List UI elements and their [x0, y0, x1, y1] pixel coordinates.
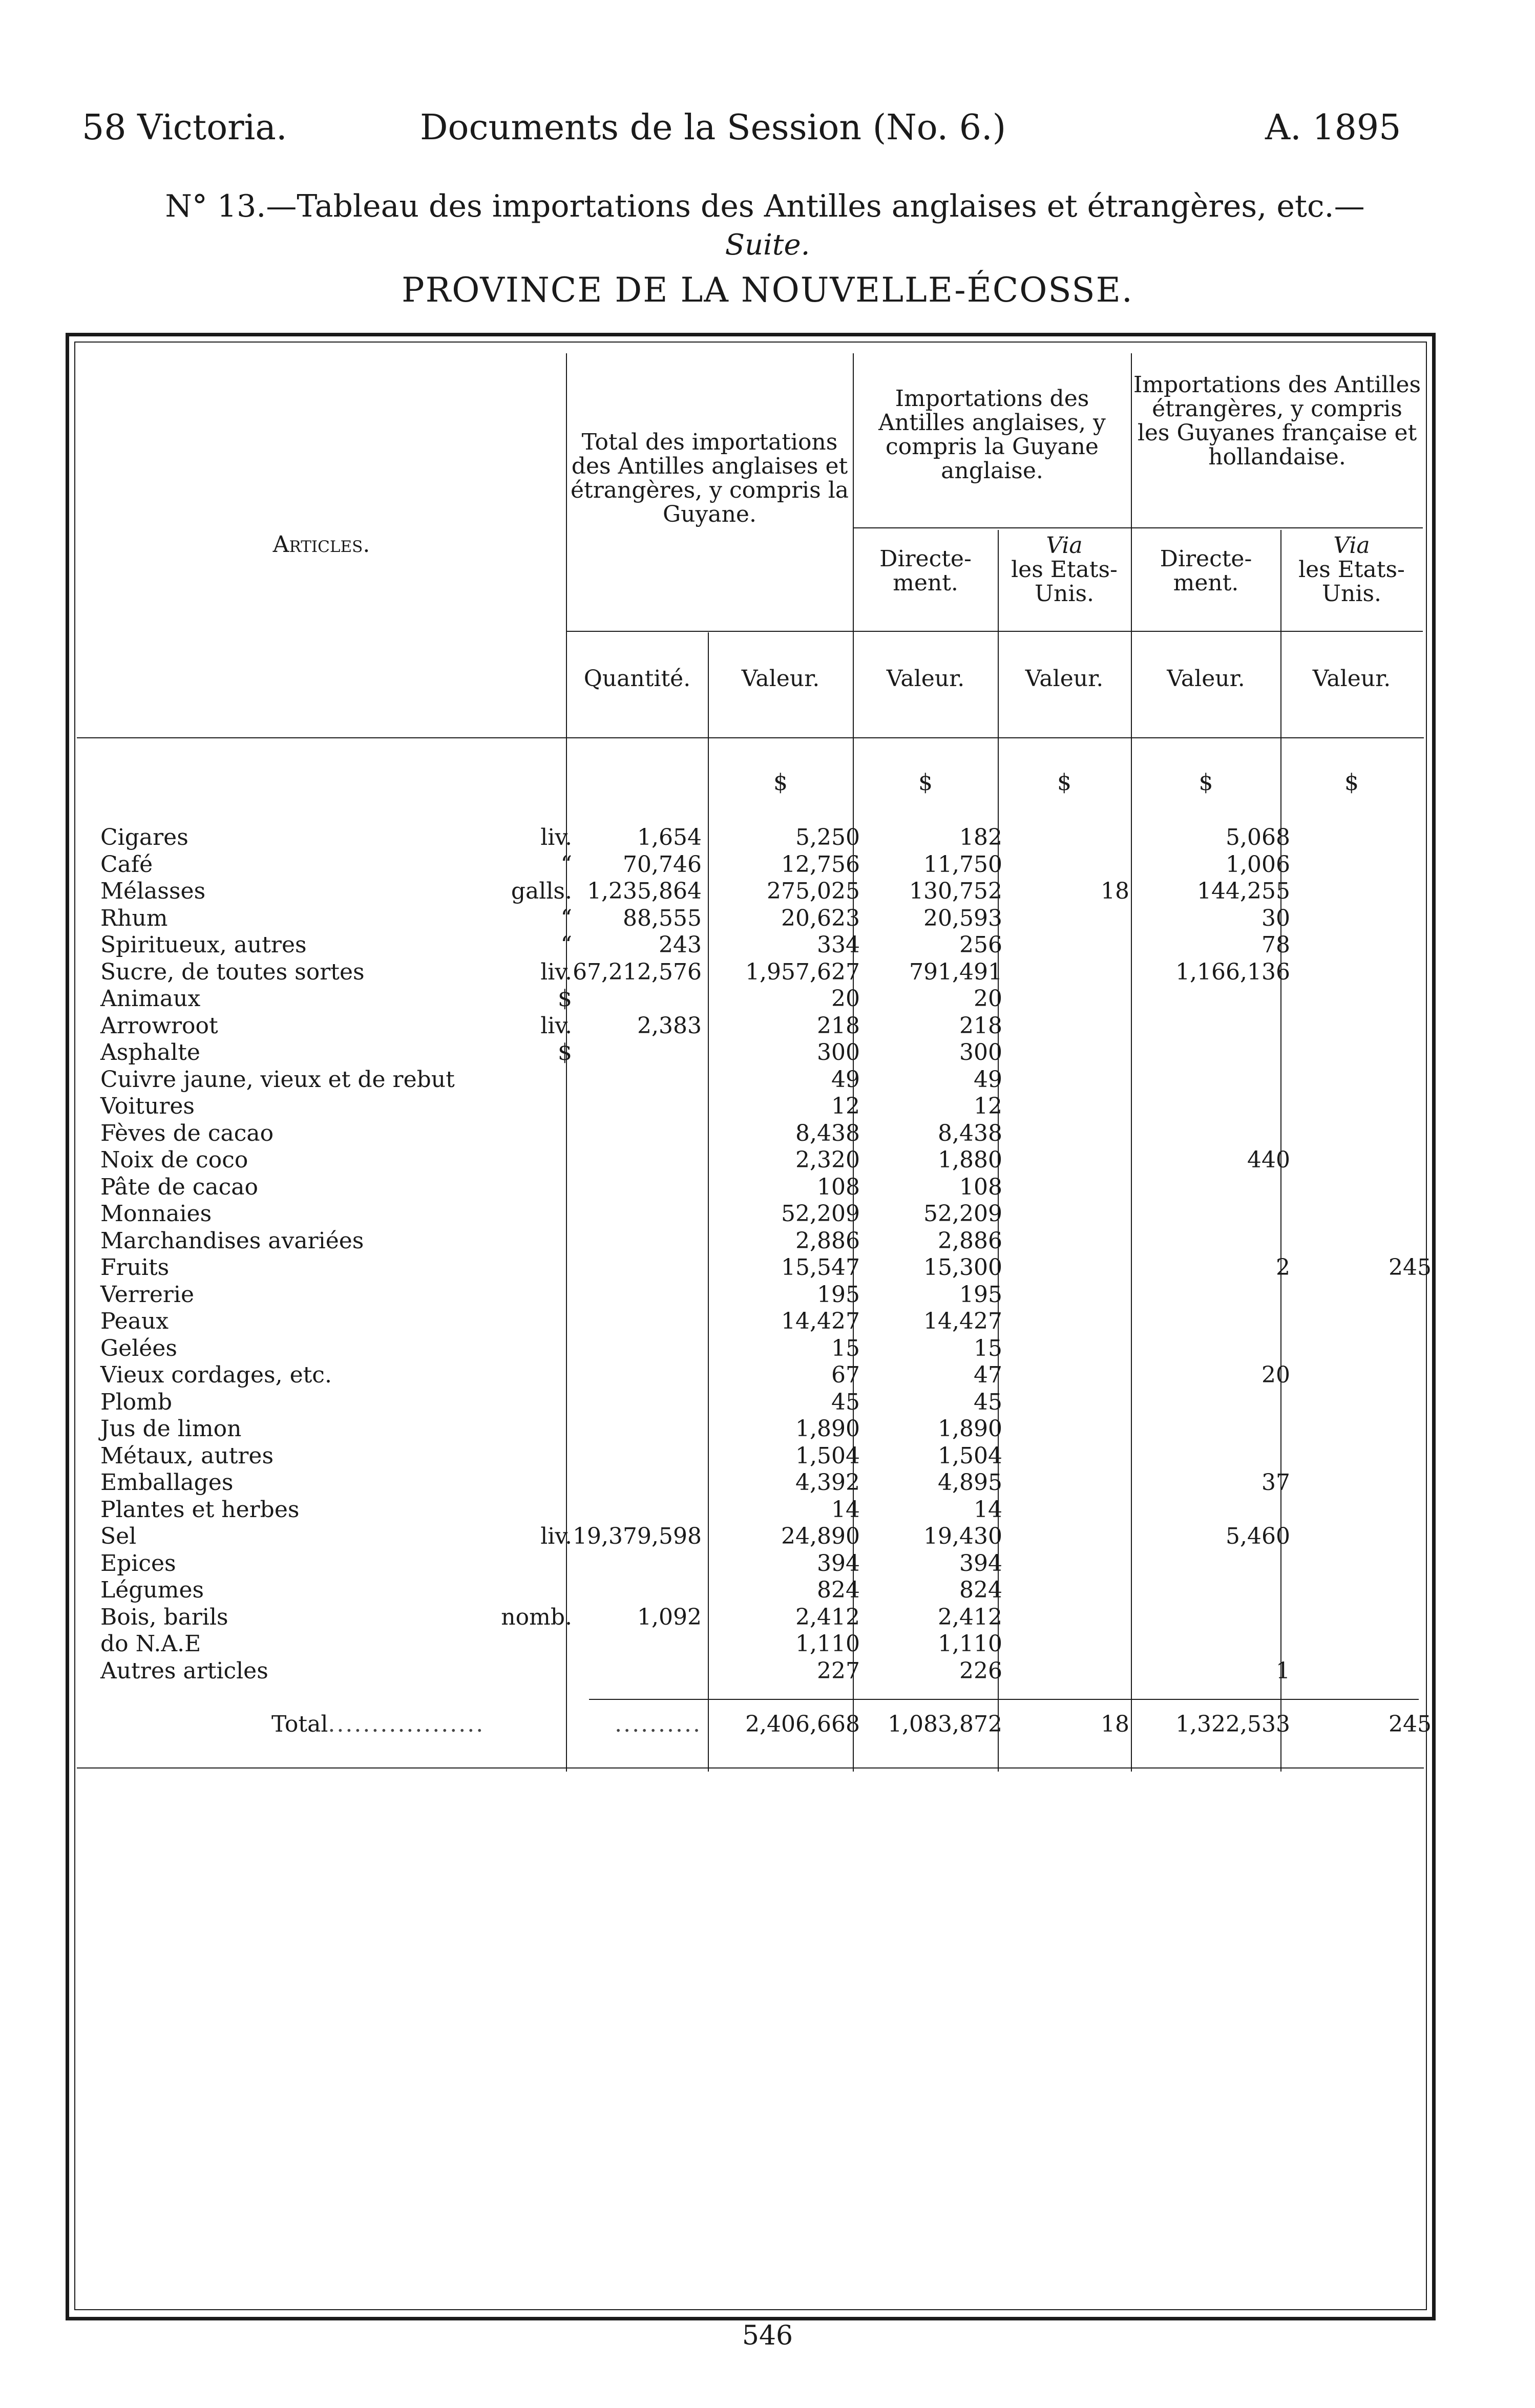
row-ang-direct: 14 — [974, 1497, 1002, 1523]
row-valeur: 4,392 — [795, 1469, 860, 1496]
row-valeur: 14 — [831, 1497, 860, 1523]
row-ang-direct: 1,110 — [938, 1631, 1002, 1657]
table-row — [0, 932, 1535, 958]
dollar-sign: $ — [1198, 770, 1213, 796]
row-unit: “ — [560, 932, 572, 958]
row-article-name: Marchandises avariées — [100, 1228, 364, 1254]
row-article-name: Spiritueux, autres — [100, 932, 307, 958]
rule-h-header-bottom — [77, 737, 1424, 738]
row-article-name: Emballages — [100, 1469, 234, 1496]
row-valeur: 20,623 — [781, 905, 860, 931]
table-row — [0, 1523, 1535, 1550]
row-ang-direct: 47 — [974, 1362, 1002, 1388]
row-ang-direct: 15 — [974, 1335, 1002, 1361]
row-article-name: Asphalte — [100, 1039, 200, 1066]
row-article-name: Sucre, de toutes sortes — [100, 959, 365, 985]
table-row — [0, 1443, 1535, 1469]
col-header-total: Total des importations des Antilles anglaises et étrangères, y compris la Guyane. — [571, 429, 849, 527]
row-article-name: Peaux — [100, 1308, 169, 1334]
row-valeur: 275,025 — [767, 878, 860, 904]
row-quantite: 1,092 — [637, 1604, 702, 1630]
total-etr-direct: 1,322,533 — [1175, 1711, 1290, 1737]
row-ang-direct: 1,504 — [938, 1443, 1002, 1469]
row-unit: nomb. — [501, 1604, 572, 1630]
row-ang-direct: 195 — [959, 1282, 1002, 1308]
col-header-ang-directement: Directe- ment. — [879, 546, 972, 596]
subheader-valeur-etr-via: Valeur. — [1312, 666, 1391, 692]
table-row — [0, 1362, 1535, 1389]
row-article-name: Sel — [100, 1523, 137, 1549]
row-quantite: 19,379,598 — [573, 1523, 702, 1549]
table-row — [0, 1120, 1535, 1147]
total-ang-direct: 1,083,872 — [888, 1711, 1002, 1737]
row-quantite: 243 — [659, 932, 702, 958]
col-header-anglaises: Importations des Antilles anglaises, y compris la Guyane anglaise. — [878, 386, 1106, 484]
row-ang-direct: 12 — [974, 1093, 1002, 1119]
row-valeur: 108 — [817, 1174, 860, 1200]
row-etr-direct: 1 — [1276, 1658, 1290, 1684]
row-article-name: Plantes et herbes — [100, 1497, 300, 1523]
row-ang-direct: 19,430 — [923, 1523, 1002, 1549]
row-article-name: Rhum — [100, 905, 168, 931]
row-ang-direct: 2,886 — [938, 1228, 1002, 1254]
row-quantite: 88,555 — [623, 905, 702, 931]
dollar-sign: $ — [1344, 770, 1359, 796]
row-quantite: 1,235,864 — [587, 878, 702, 904]
row-valeur: 1,890 — [795, 1416, 860, 1442]
row-ang-direct: 8,438 — [938, 1120, 1002, 1146]
table-row — [0, 1469, 1535, 1496]
row-article-name: Mélasses — [100, 878, 206, 904]
table-row — [0, 824, 1535, 851]
subheader-valeur-total: Valeur. — [741, 666, 820, 692]
total-ang-via: 18 — [1101, 1711, 1129, 1737]
row-unit: “ — [560, 905, 572, 931]
row-article-name: Fruits — [100, 1254, 170, 1281]
row-valeur: 2,412 — [795, 1604, 860, 1630]
header-year-right: A. 1895 — [1265, 108, 1401, 148]
row-valeur: 20 — [831, 986, 860, 1012]
row-ang-direct: 256 — [959, 932, 1002, 958]
row-article-name: Voitures — [100, 1093, 195, 1119]
col-header-etr-directement: Directe- ment. — [1160, 546, 1252, 596]
row-article-name: Fèves de cacao — [100, 1120, 274, 1146]
row-ang-direct: 300 — [959, 1039, 1002, 1066]
row-valeur: 15 — [831, 1335, 860, 1361]
row-quantite: 70,746 — [623, 851, 702, 878]
table-row — [0, 1577, 1535, 1604]
row-ang-direct: 130,752 — [909, 878, 1002, 904]
row-quantite: 67,212,576 — [573, 959, 702, 985]
table-row — [0, 959, 1535, 986]
subheader-valeur-ang-direct: Valeur. — [886, 666, 965, 692]
row-unit: $ — [558, 1039, 572, 1066]
table-row — [0, 1147, 1535, 1174]
row-article-name: Bois, barils — [100, 1604, 228, 1630]
row-article-name: Verrerie — [100, 1282, 195, 1308]
table-row — [0, 1335, 1535, 1362]
table-row — [0, 1093, 1535, 1120]
total-label: Total.................. — [271, 1711, 485, 1737]
row-ang-direct: 14,427 — [923, 1308, 1002, 1334]
row-valeur: 67 — [831, 1362, 860, 1388]
row-valeur: 45 — [831, 1389, 860, 1415]
row-valeur: 1,110 — [795, 1631, 860, 1657]
row-ang-direct: 394 — [959, 1550, 1002, 1576]
table-row — [0, 1254, 1535, 1281]
col-header-etr-via: Via les Etats- Unis. — [1298, 532, 1405, 607]
row-ang-direct: 791,491 — [909, 959, 1002, 985]
row-ang-direct: 226 — [959, 1658, 1002, 1684]
subheader-quantite: Quantité. — [583, 666, 691, 692]
rule-h-subheaders — [566, 631, 1423, 632]
row-article-name: Gelées — [100, 1335, 177, 1361]
row-unit: $ — [558, 986, 572, 1012]
rule-h-total-bottom — [77, 1767, 1424, 1768]
row-ang-direct: 182 — [959, 824, 1002, 850]
table-row — [0, 1308, 1535, 1335]
table-row — [0, 1550, 1535, 1577]
row-article-name: Pâte de cacao — [100, 1174, 258, 1200]
row-ang-direct: 108 — [959, 1174, 1002, 1200]
table-row — [0, 851, 1535, 878]
row-valeur: 14,427 — [781, 1308, 860, 1334]
rule-h-total-top — [589, 1699, 1419, 1700]
row-valeur: 2,320 — [795, 1147, 860, 1173]
row-etr-direct: 144,255 — [1197, 878, 1290, 904]
row-etr-direct: 440 — [1247, 1147, 1290, 1173]
row-valeur: 195 — [817, 1282, 860, 1308]
row-article-name: Epices — [100, 1550, 176, 1576]
row-article-name: Plomb — [100, 1389, 173, 1415]
subheader-valeur-ang-via: Valeur. — [1025, 666, 1104, 692]
subheader-valeur-etr-direct: Valeur. — [1167, 666, 1245, 692]
row-valeur: 24,890 — [781, 1523, 860, 1549]
row-ang-direct: 52,209 — [923, 1201, 1002, 1227]
dollar-sign: $ — [773, 770, 788, 796]
row-valeur: 15,547 — [781, 1254, 860, 1281]
table-row — [0, 1631, 1535, 1657]
row-article-name: do N.A.E — [100, 1631, 201, 1657]
table-row — [0, 986, 1535, 1012]
row-unit: galls. — [511, 878, 572, 904]
province-heading: PROVINCE DE LA NOUVELLE-ÉCOSSE. — [402, 270, 1133, 310]
row-unit: “ — [560, 851, 572, 878]
row-quantite: 2,383 — [637, 1013, 702, 1039]
table-title: N° 13.—Tableau des importations des Antilles anglaises et étrangères, etc.— — [165, 188, 1365, 224]
row-valeur: 300 — [817, 1039, 860, 1066]
row-unit: liv. — [540, 959, 572, 985]
row-valeur: 218 — [817, 1013, 860, 1039]
total-quantite-dots: .......... — [615, 1711, 702, 1737]
table-row — [0, 1416, 1535, 1442]
row-ang-direct: 11,750 — [923, 851, 1002, 878]
row-article-name: Café — [100, 851, 153, 878]
row-ang-direct: 49 — [974, 1067, 1002, 1093]
table-row — [0, 1039, 1535, 1066]
row-article-name: Légumes — [100, 1577, 204, 1603]
table-row — [0, 905, 1535, 932]
table-row — [0, 1658, 1535, 1685]
row-etr-direct: 5,460 — [1226, 1523, 1290, 1549]
rule-h-anglaises-sub — [853, 527, 1131, 528]
row-quantite: 1,654 — [637, 824, 702, 850]
row-etr-direct: 37 — [1261, 1469, 1290, 1496]
row-article-name: Noix de coco — [100, 1147, 248, 1173]
row-valeur: 1,957,627 — [745, 959, 860, 985]
row-article-name: Métaux, autres — [100, 1443, 274, 1469]
row-etr-direct: 1,166,136 — [1175, 959, 1290, 985]
table-row — [0, 1389, 1535, 1416]
row-valeur: 1,504 — [795, 1443, 860, 1469]
row-article-name: Vieux cordages, etc. — [100, 1362, 332, 1388]
row-ang-direct: 15,300 — [923, 1254, 1002, 1281]
table-title-suite: Suite. — [725, 228, 810, 262]
row-article-name: Cigares — [100, 824, 188, 850]
row-valeur: 5,250 — [795, 824, 860, 850]
row-unit: liv. — [540, 1013, 572, 1039]
row-ang-direct: 45 — [974, 1389, 1002, 1415]
header-session-left: 58 Victoria. — [82, 108, 287, 148]
row-ang-direct: 4,895 — [938, 1469, 1002, 1496]
row-etr-direct: 78 — [1261, 932, 1290, 958]
row-article-name: Cuivre jaune, vieux et de rebut — [100, 1067, 455, 1093]
row-ang-via: 18 — [1101, 878, 1129, 904]
row-etr-via: 245 — [1389, 1254, 1432, 1281]
table-row — [0, 1067, 1535, 1093]
row-unit: liv. — [540, 824, 572, 850]
row-etr-direct: 30 — [1261, 905, 1290, 931]
table-row — [0, 1013, 1535, 1039]
row-ang-direct: 20 — [974, 986, 1002, 1012]
table-row — [0, 1282, 1535, 1308]
row-etr-direct: 2 — [1276, 1254, 1290, 1281]
row-article-name: Arrowroot — [100, 1013, 218, 1039]
row-article-name: Animaux — [100, 986, 201, 1012]
row-valeur: 227 — [817, 1658, 860, 1684]
table-row — [0, 878, 1535, 905]
row-ang-direct: 20,593 — [923, 905, 1002, 931]
dollar-sign: $ — [918, 770, 933, 796]
total-valeur: 2,406,668 — [745, 1711, 860, 1737]
table-row — [0, 1201, 1535, 1227]
row-valeur: 12,756 — [781, 851, 860, 878]
row-ang-direct: 218 — [959, 1013, 1002, 1039]
row-valeur: 2,886 — [795, 1228, 860, 1254]
row-article-name: Monnaies — [100, 1201, 212, 1227]
row-valeur: 8,438 — [795, 1120, 860, 1146]
row-ang-direct: 1,880 — [938, 1147, 1002, 1173]
row-valeur: 52,209 — [781, 1201, 860, 1227]
table-row — [0, 1174, 1535, 1201]
table-row — [0, 1497, 1535, 1523]
row-etr-direct: 20 — [1261, 1362, 1290, 1388]
row-etr-direct: 1,006 — [1226, 851, 1290, 878]
row-article-name: Autres articles — [100, 1658, 268, 1684]
total-etr-via: 245 — [1389, 1711, 1432, 1737]
row-valeur: 824 — [817, 1577, 860, 1603]
page-number: 546 — [742, 2320, 793, 2351]
dollar-sign: $ — [1057, 770, 1071, 796]
table-row — [0, 1228, 1535, 1254]
col-header-ang-via: Via les Etats- Unis. — [1011, 532, 1118, 607]
row-valeur: 49 — [831, 1067, 860, 1093]
row-unit: liv. — [540, 1523, 572, 1549]
total-row — [0, 1711, 1535, 1738]
row-ang-direct: 1,890 — [938, 1416, 1002, 1442]
col-header-articles: Articles. — [272, 531, 370, 558]
row-valeur: 394 — [817, 1550, 860, 1576]
row-ang-direct: 2,412 — [938, 1604, 1002, 1630]
table-row — [0, 1604, 1535, 1631]
col-header-etrangeres: Importations des Antilles étrangères, y compris les Guyanes française et hollandaise. — [1133, 372, 1421, 470]
header-document-title: Documents de la Session (No. 6.) — [420, 108, 1006, 148]
rule-h-etrangeres-sub — [1131, 527, 1423, 528]
row-valeur: 12 — [831, 1093, 860, 1119]
row-etr-direct: 5,068 — [1226, 824, 1290, 850]
row-article-name: Jus de limon — [100, 1416, 242, 1442]
row-ang-direct: 824 — [959, 1577, 1002, 1603]
row-valeur: 334 — [817, 932, 860, 958]
